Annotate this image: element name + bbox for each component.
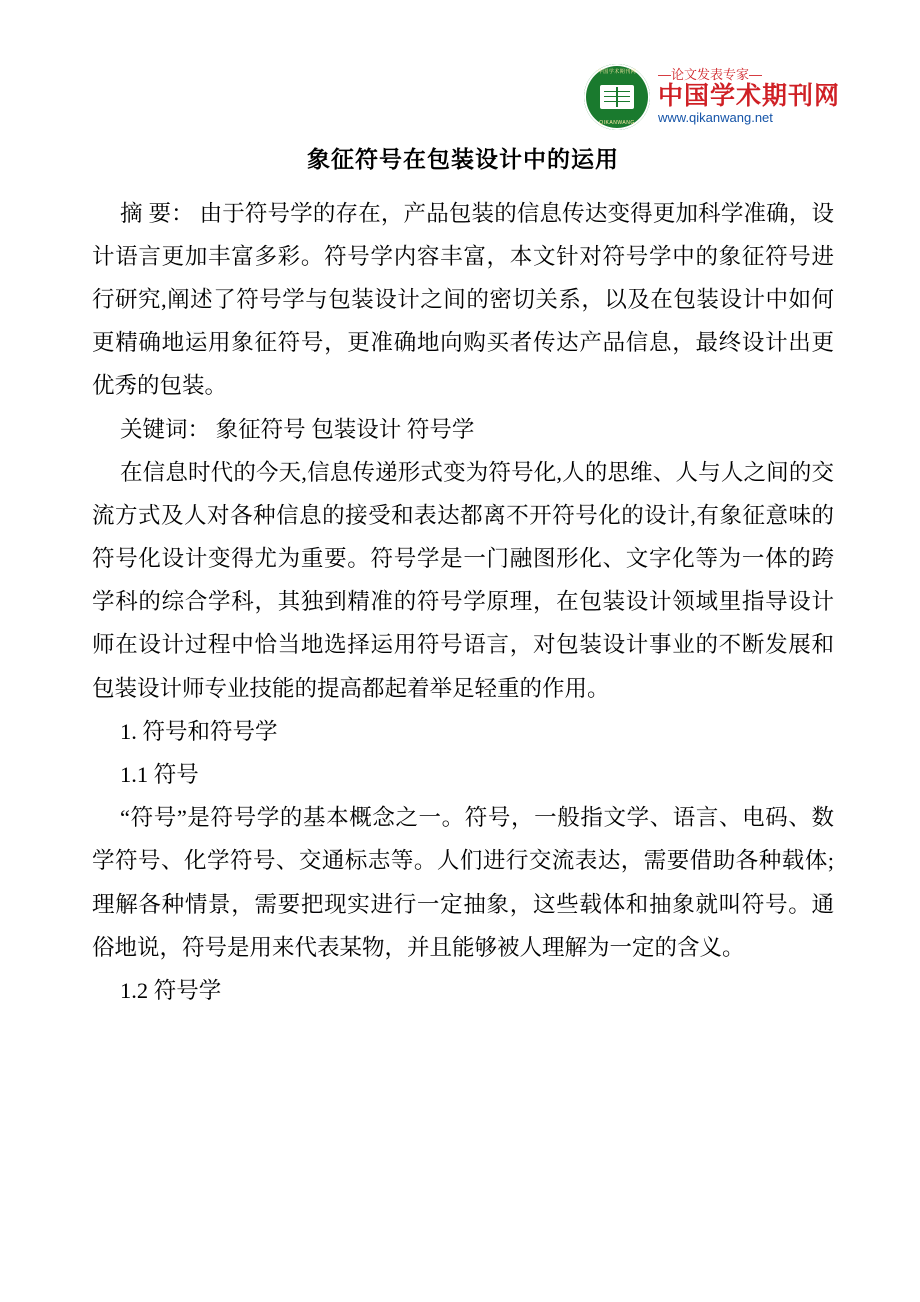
logo-tagline: —论文发表专家— <box>658 67 763 83</box>
section-1-1-body: “符号”是符号学的基本概念之一。符号，一般指文学、语言、电码、数学符号、化学符号、交通标志等。人们进行交流表达，需要借助各种载体;理解各种情景，需要把现实进行一定抽象，这些载体和抽象就叫符号。通俗地说，符号是用来代表某物，并且能够被人理解为一定的含义。 <box>92 805 834 960</box>
introduction-paragraph: 在信息时代的今天,信息传递形式变为符号化,人的思维、人与人之间的交流方式及人对各种信息的接受和表达都离不开符号化的设计,有象征意味的符号化设计变得尤为重要。符号学是一门融图形化、文字化等为一体的跨学科的综合学科，其独到精准的符号学原理，在包装设计领域里指导设计师在设计过程中恰当地选择运用符号语言，对包装设计事业的不断发展和包装设计师专业技能的提高都起着举足轻重的作用。 <box>92 459 834 701</box>
seal-bottom-text: QIKANWANG <box>599 120 635 126</box>
page-title: 象征符号在包装设计中的运用 <box>307 147 619 172</box>
logo-url: www.qikanwang.net <box>658 110 773 125</box>
keywords-paragraph: 关键词： 象征符号 包装设计 符号学 <box>120 416 475 442</box>
open-book-icon <box>600 85 634 109</box>
site-logo <box>584 58 841 136</box>
seal-top-text: 中国学术期刊网 <box>597 69 637 75</box>
section-heading-1-2: 1.2 符号学 <box>120 977 222 1003</box>
logo-name: 中国学术期刊网 <box>658 83 841 110</box>
logo-text-block <box>658 68 840 125</box>
section-heading-1: 1. 符号和符号学 <box>120 718 278 744</box>
section-heading-1-1: 1.1 符号 <box>120 762 199 788</box>
seal-icon <box>584 64 650 130</box>
abstract-paragraph: 摘 要： 由于符号学的存在，产品包装的信息传达变得更加科学准确，设计语言更加丰富多彩。符号学内容丰富，本文针对符号学中的象征符号进行研究,阐述了符号学与包装设计之间的密切关系，以及在包装设计中如何更精确地运用象征符号，更准确地向购买者传达产品信息，最终设计出更优秀的包装。 <box>92 200 834 399</box>
